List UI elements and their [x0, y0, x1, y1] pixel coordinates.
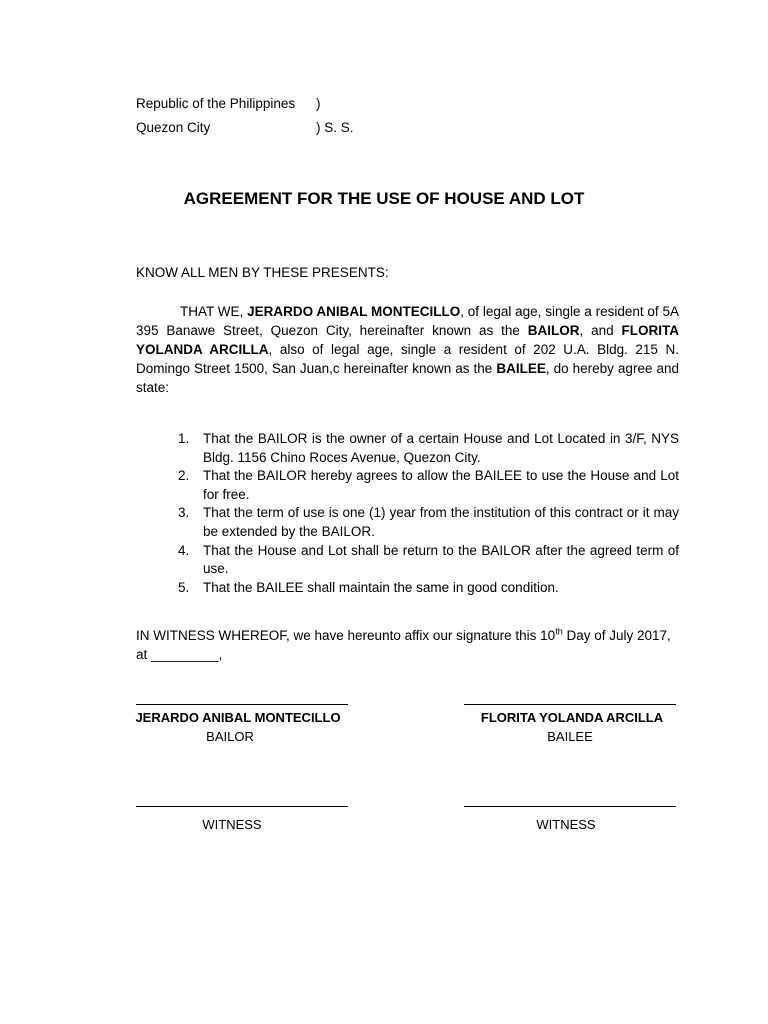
term-text: That the term of use is one (1) year from the institution of this contract or it may be extended by the BAILOR.	[203, 505, 679, 539]
witness-clause	[136, 626, 679, 664]
terms-list	[178, 430, 679, 597]
intro-paragraph	[136, 302, 679, 397]
witness-1-label: WITNESS	[202, 817, 262, 832]
term-number: 5.	[178, 579, 190, 595]
venue-republic: Republic of the Philippines	[136, 96, 296, 111]
bailor-signature-line	[136, 704, 348, 705]
witness-clause-text-1: IN WITNESS WHEREOF, we have hereunto affix our signature this 10	[136, 628, 556, 643]
bailee-name-inline: FLORITA YOLANDA ARCILLA	[136, 323, 679, 357]
witness-2-signature-line	[464, 806, 676, 807]
bailor-signature-name: JERARDO ANIBAL MONTECILLO	[135, 710, 341, 725]
list-item	[178, 579, 679, 598]
intro-text-5: , do hereby agree and state:	[136, 361, 679, 395]
term-text: That the BAILEE shall maintain the same in good condition.	[203, 579, 559, 595]
witness-1-signature-line	[136, 806, 348, 807]
venue-city: Quezon City	[136, 120, 211, 135]
intro-text-1: THAT WE,	[180, 304, 248, 319]
list-item	[178, 467, 679, 504]
term-text: That the BAILOR is the owner of a certain House and Lot Located in 3/F, NYS Bldg. 1156 Chino Roces Avenue, Quezon City.	[203, 431, 679, 465]
bailor-name-inline: JERARDO ANIBAL MONTECILLO	[247, 304, 461, 319]
venue-paren-1: )	[316, 96, 321, 111]
term-number: 4.	[178, 542, 190, 558]
list-item	[178, 542, 679, 579]
term-number: 1.	[178, 431, 190, 446]
venue-paren-2: ) S. S.	[316, 120, 354, 135]
intro-text-2: , of legal age, single a resident of 5A 395 Banawe Street, Quezon City, hereinafter known as the	[136, 304, 679, 338]
term-number: 2.	[178, 468, 190, 484]
bailee-signature-name: FLORITA YOLANDA ARCILLA	[480, 710, 664, 725]
document-title: AGREEMENT FOR THE USE OF HOUSE AND LOT	[183, 189, 585, 208]
list-item	[178, 504, 679, 541]
witness-clause-line-1	[136, 626, 679, 645]
intro-text-3: , and	[579, 323, 622, 338]
bailor-term-inline: BAILOR	[527, 323, 580, 338]
witness-clause-line-2: at _________,	[136, 647, 223, 662]
list-item	[178, 430, 679, 467]
term-number: 3.	[178, 505, 190, 521]
witness-clause-text-2: Day of July 2017,	[562, 628, 671, 643]
bailee-signature-role: BAILEE	[547, 729, 593, 744]
greeting: KNOW ALL MEN BY THESE PRESENTS:	[136, 265, 389, 280]
bailee-signature-line	[464, 704, 676, 705]
term-text: That the BAILOR hereby agrees to allow the BAILEE to use the House and Lot for free.	[203, 468, 679, 502]
term-text: That the House and Lot shall be return to the BAILOR after the agreed term of use.	[203, 542, 679, 577]
intro-text-4: , also of legal age, single a resident of 202 U.A. Bldg. 215 N. Domingo Street 1500, San Juan,c hereinafter known as the	[136, 342, 679, 376]
bailor-signature-role: BAILOR	[206, 729, 254, 744]
day-ordinal-suffix: th	[555, 626, 563, 637]
witness-2-label: WITNESS	[536, 817, 596, 832]
bailee-term-inline: BAILEE	[496, 361, 546, 376]
